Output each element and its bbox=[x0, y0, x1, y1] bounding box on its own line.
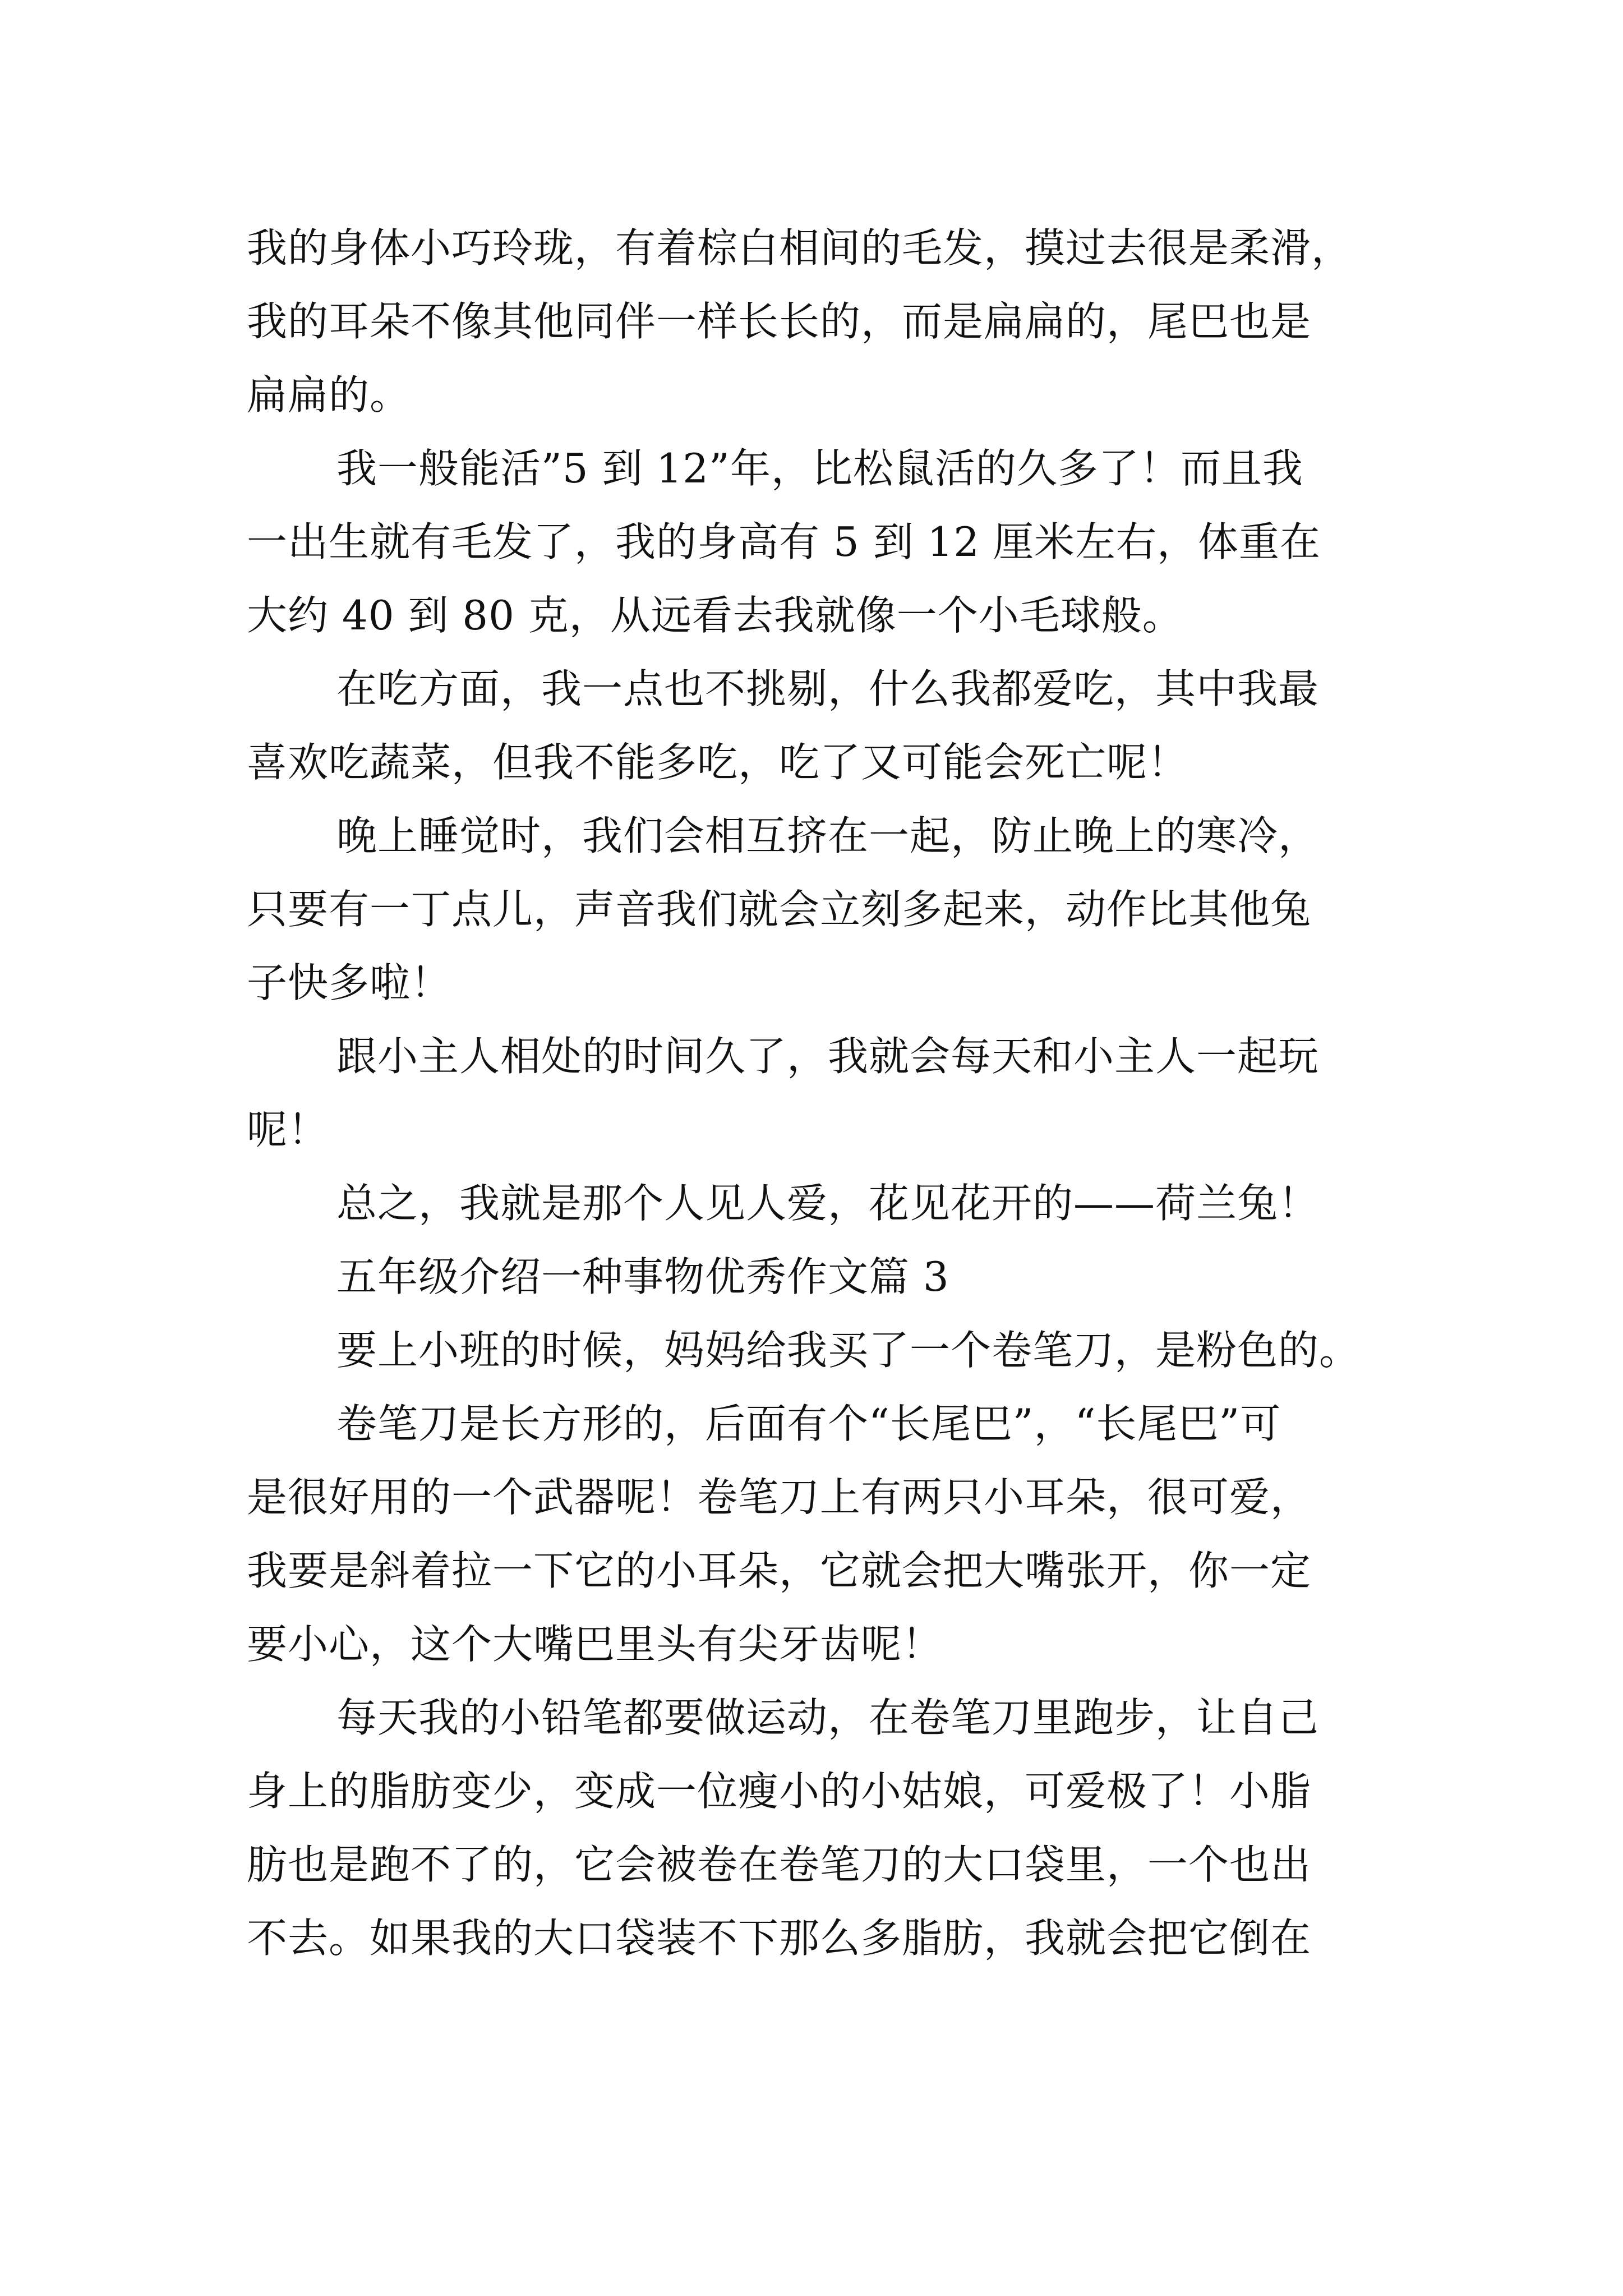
section-heading: 五年级介绍一种事物优秀作文篇 3 bbox=[336, 1253, 949, 1300]
text-line: 我的身体小巧玲珑，有着棕白相间的毛发，摸过去很是柔滑， bbox=[247, 224, 1353, 272]
paragraph-start-line: 晚上睡觉时，我们会相互挤在一起，防止晚上的寒冷， bbox=[336, 812, 1320, 859]
paragraph-start-line: 我一般能活”5 到 12”年，比松鼠活的久多了！而且我 bbox=[336, 445, 1303, 492]
text-line: 肪也是跑不了的，它会被卷在卷笔刀的大口袋里，一个也出 bbox=[247, 1841, 1312, 1888]
text-line: 是很好用的一个武器呢！卷笔刀上有两只小耳朵，很可爱， bbox=[247, 1474, 1312, 1521]
text-line: 一出生就有毛发了，我的身高有 5 到 12 厘米左右，体重在 bbox=[247, 518, 1321, 565]
paragraph-start-line: 总之，我就是那个人见人爱，花见花开的——荷兰兔！ bbox=[336, 1180, 1320, 1227]
text-line: 大约 40 到 80 克，从远看去我就像一个小毛球般。 bbox=[247, 592, 1183, 639]
text-line: 要小心，这个大嘴巴里头有尖牙齿呢！ bbox=[247, 1621, 943, 1668]
text-line: 子快多啦！ bbox=[247, 959, 452, 1006]
text-line: 不去。如果我的大口袋装不下那么多脂肪，我就会把它倒在 bbox=[247, 1915, 1312, 1962]
paragraph-start-line: 在吃方面，我一点也不挑剔，什么我都爱吃，其中我最 bbox=[336, 665, 1320, 712]
text-line: 喜欢吃蔬菜，但我不能多吃，吃了又可能会死亡呢！ bbox=[247, 739, 1189, 786]
paragraph-start-line: 卷笔刀是长方形的，后面有个“长尾巴”，“长尾巴”可 bbox=[336, 1400, 1281, 1447]
text-line: 我的耳朵不像其他同伴一样长长的，而是扁扁的，尾巴也是 bbox=[247, 298, 1312, 345]
paragraph-start-line: 要上小班的时候，妈妈给我买了一个卷笔刀，是粉色的。 bbox=[336, 1327, 1361, 1374]
paragraph-start-line: 跟小主人相处的时间久了，我就会每天和小主人一起玩 bbox=[336, 1033, 1320, 1080]
paragraph-start-line: 每天我的小铅笔都要做运动，在卷笔刀里跑步，让自己 bbox=[336, 1694, 1320, 1741]
text-line: 只要有一丁点儿，声音我们就会立刻多起来，动作比其他兔 bbox=[247, 886, 1312, 933]
text-line: 扁扁的。 bbox=[247, 371, 411, 418]
text-line: 身上的脂肪变少，变成一位瘦小的小姑娘，可爱极了！小脂 bbox=[247, 1768, 1312, 1815]
text-line: 呢！ bbox=[247, 1106, 329, 1153]
text-line: 我要是斜着拉一下它的小耳朵，它就会把大嘴张开，你一定 bbox=[247, 1547, 1312, 1594]
